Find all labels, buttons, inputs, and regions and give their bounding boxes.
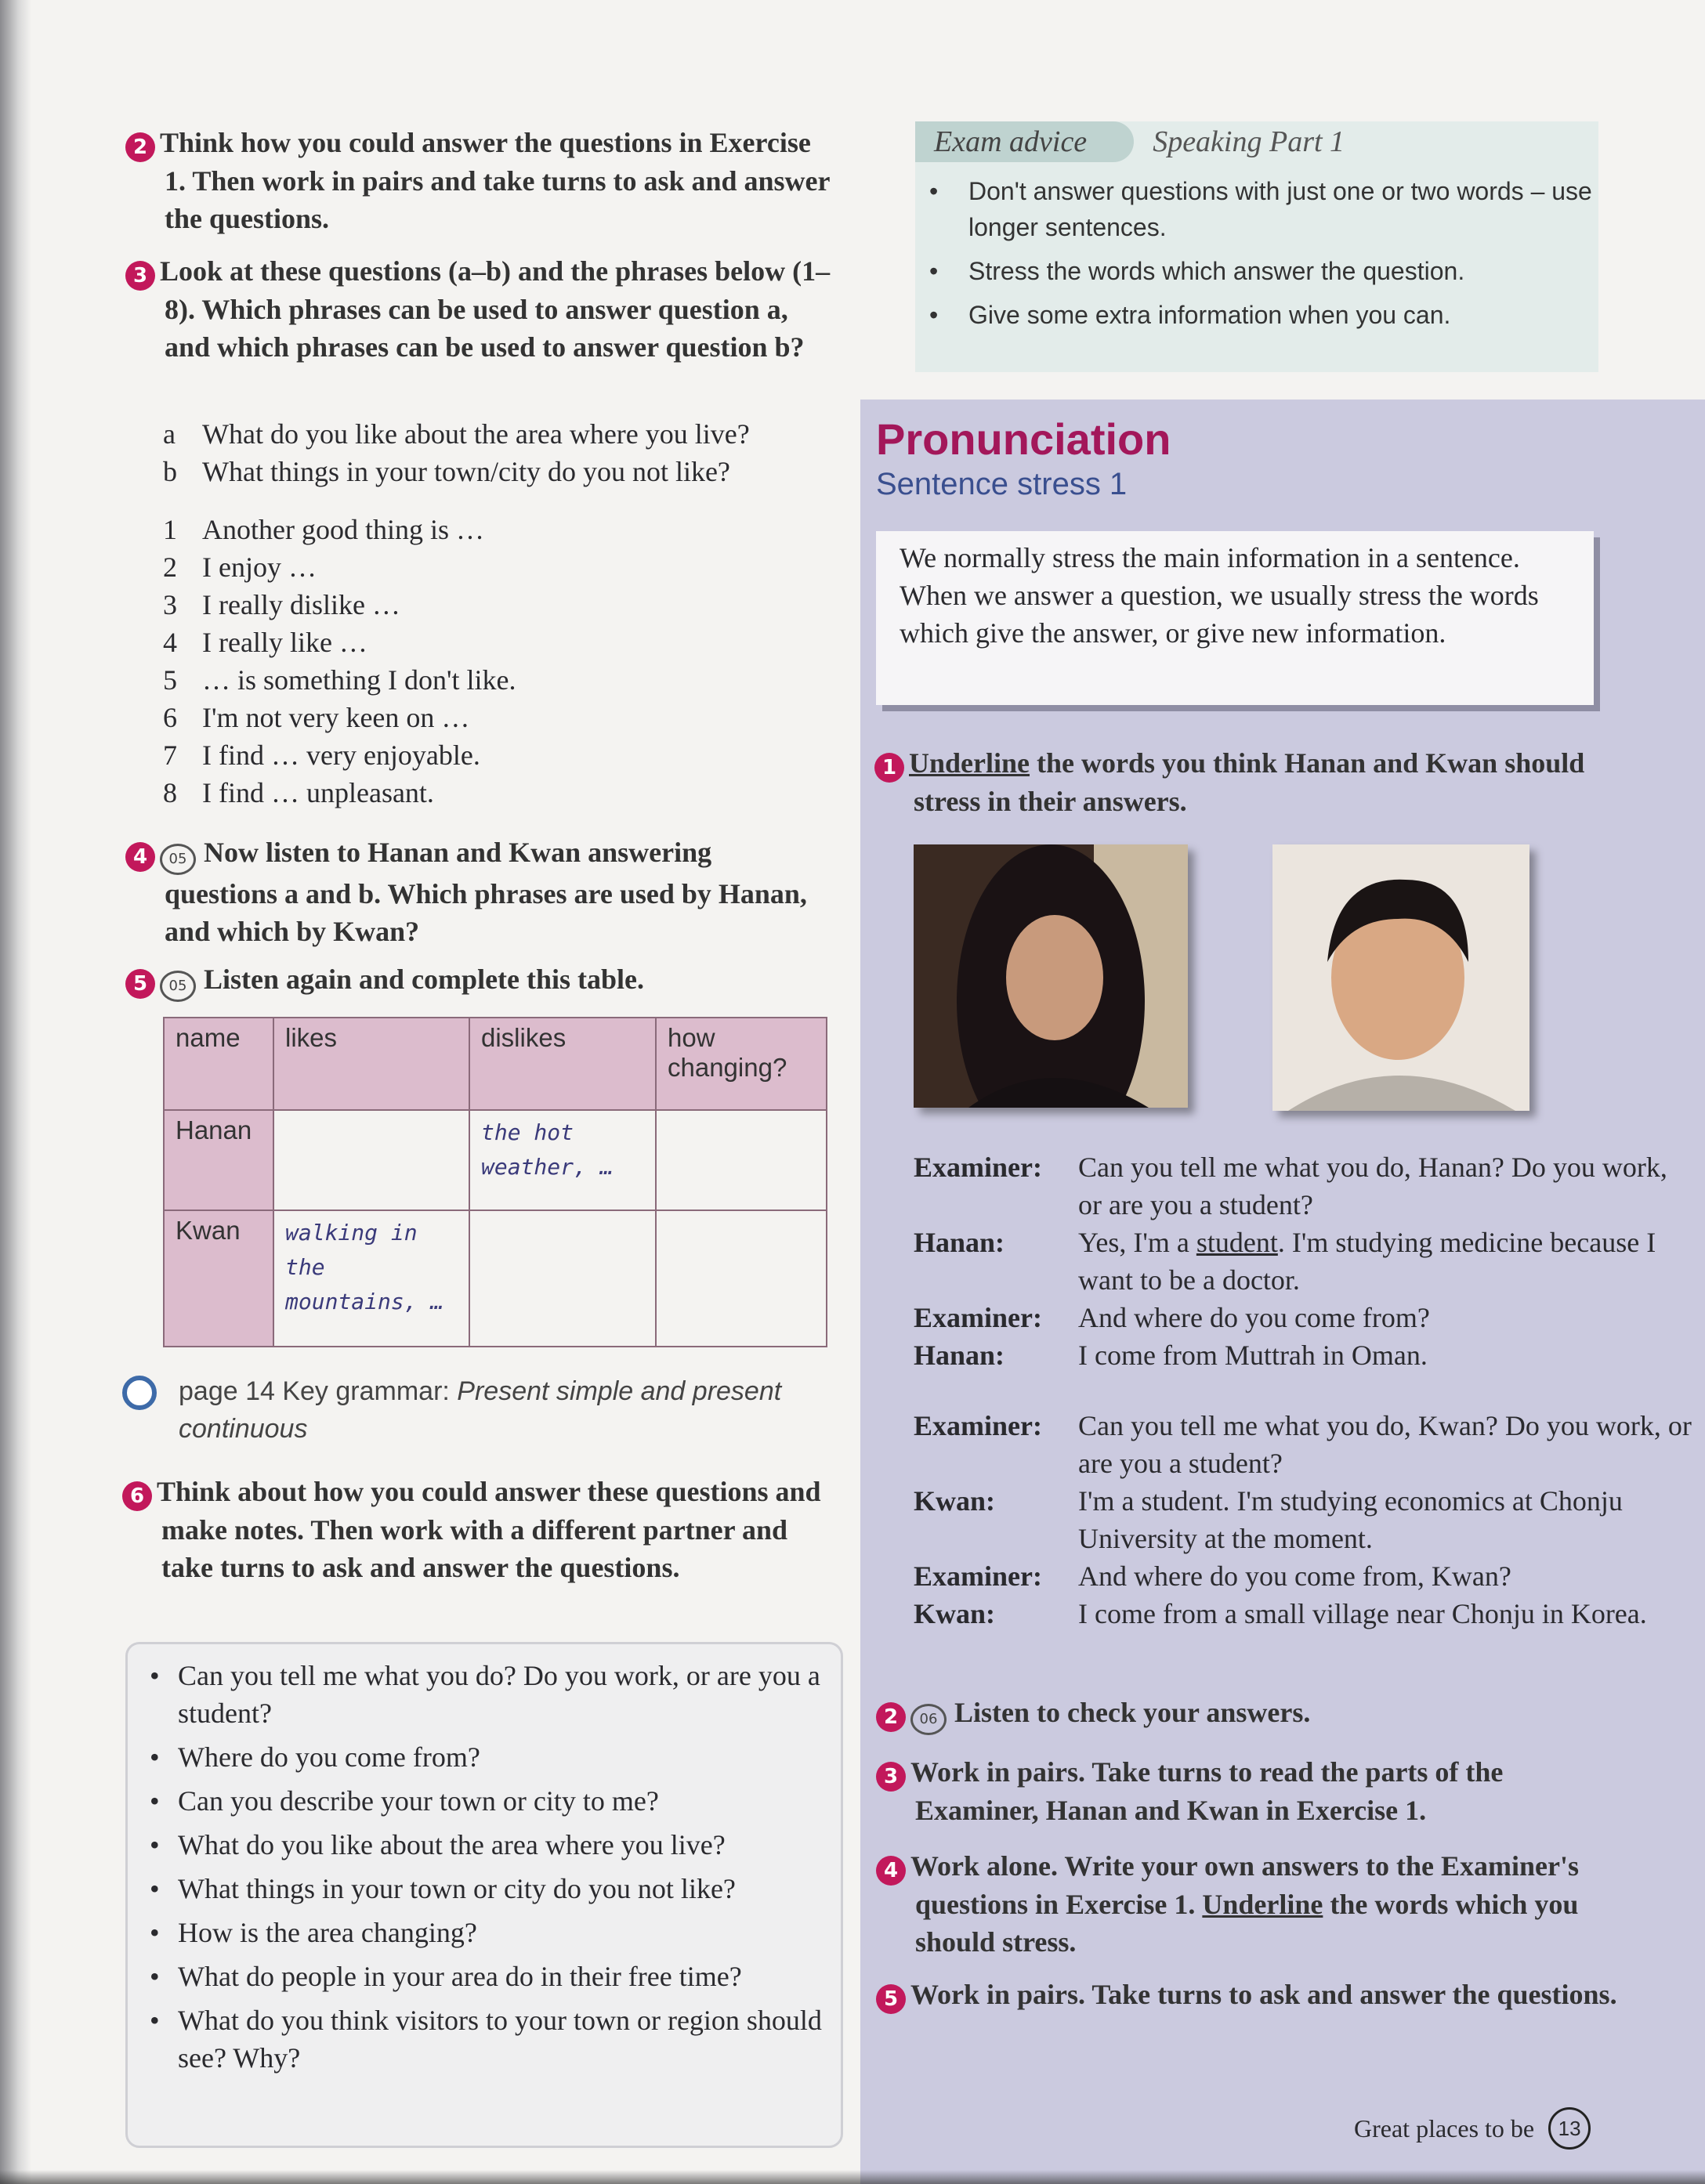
speaker: Kwan: [914,1598,996,1629]
list-item: • Can you tell me what you do? Do you work, or are you a student? [150,1657,825,1732]
exercise-text: the words you think Hanan and Kwan should stress in their answers. [914,747,1585,817]
list-item [163,774,852,812]
table-row [164,1110,827,1210]
speaker: Examiner: [914,1302,1042,1333]
question-text: Where do you come from? [178,1741,480,1773]
exam-advice-box [915,121,1598,372]
exercise-number: 4 [125,842,155,872]
pron-exercise-5 [876,1976,1628,2014]
list-item: • What do you like about the area where you live? [150,1826,825,1864]
exercise-number: 5 [125,969,155,999]
dialogue-line [914,1482,1697,1557]
exercise-number: 3 [876,1762,906,1792]
item-text: What things in your town/city do you not like? [202,456,730,487]
question-text: How is the area changing? [178,1917,477,1948]
table-row [164,1210,827,1347]
play-arrow-icon [122,1376,157,1410]
line-text: Can you tell me what you do, Hanan? Do you work, or are you a student? [1078,1152,1667,1220]
list-item: • What do you think visitors to your town or region should see? Why? [150,2001,825,2077]
hanan-portrait-icon [914,844,1188,1108]
exercise-number: 2 [125,132,155,162]
line-text: I come from a small village near Chonju in Korea. [1078,1598,1647,1629]
list-item [163,699,852,736]
exercise-text: Now listen to Hanan and Kwan answering questions a and b. Which phrases are used by Hanan, and which by Kwan? [165,837,807,947]
item-text: I'm not very keen on … [202,702,470,733]
line-text: And where do you come from, Kwan? [1078,1560,1511,1592]
exercise-number: 3 [125,261,155,291]
dialogue-line [914,1148,1697,1224]
line-text: Yes, I'm a [1078,1227,1196,1258]
exam-advice-title: Speaking Part 1 [1153,125,1345,158]
list-item: • What things in your town or city do you not like? [150,1870,825,1907]
table-cell[interactable]: the hot weather, … [469,1110,656,1210]
table-header: dislikes [469,1018,656,1110]
item-text: What do you like about the area where you live? [202,418,750,450]
exercise-3 [125,252,831,366]
table-header: likes [273,1018,469,1110]
audio-track-icon[interactable]: 05 [160,844,196,875]
question-text: What do you like about the area where you live? [178,1829,726,1860]
dialogue-kwan [914,1407,1697,1633]
speaker: Hanan: [914,1227,1005,1258]
underline-word: Underline [909,747,1030,779]
exercise-4 [125,833,831,950]
exercise-text: Listen to check your answers. [954,1697,1311,1728]
list-item: • Can you describe your town or city to me? [150,1782,825,1820]
page-edge-shadow [0,2170,1705,2184]
likes-table [163,1017,827,1347]
question-list [163,415,852,490]
list-item: • How is the area changing? [150,1914,825,1951]
table-cell[interactable]: walking in the mountains, … [273,1210,469,1347]
advice-item: • Don't answer questions with just one or two words – use longer sentences. [929,173,1598,245]
pron-exercise-4 [876,1847,1628,1961]
line-text: Can you tell me what you do, Kwan? Do you work, or are you a student? [1078,1410,1692,1479]
phrase-list [163,511,852,812]
dialogue-hanan [914,1148,1697,1374]
advice-item: • Give some extra information when you can. [929,297,1598,333]
exercise-text: the words which you should stress. [915,1889,1579,1958]
table-cell[interactable] [469,1210,656,1347]
exercise-number: 5 [876,1984,906,2014]
list-item [163,415,852,453]
audio-track-icon[interactable]: 05 [160,971,196,1002]
photo-kwan [1272,844,1529,1111]
table-cell: Hanan [164,1110,273,1210]
info-box: We normally stress the main information in a sentence. When we answer a question, we usually stress the words which give the answer, or give new information. [876,531,1594,705]
list-item [163,624,852,661]
exercise-text: Work in pairs. Take turns to ask and answer the questions. [910,1979,1617,2010]
audio-track-icon[interactable]: 06 [910,1704,947,1735]
item-key: 6 [163,702,177,733]
exercise-text: Work alone. Write your own answers to the Examiner's questions in Exercise 1. [910,1850,1579,1920]
item-key: 8 [163,777,177,808]
section-subtitle: Sentence stress 1 [876,467,1128,501]
list-item [163,453,852,490]
page-footer [1354,2107,1591,2150]
page-gutter [0,0,31,2184]
list-item [163,661,852,699]
line-text: I come from Muttrah in Oman. [1078,1340,1428,1371]
item-key: 5 [163,664,177,696]
exercise-text: Think how you could answer the questions in Exercise 1. Then work in pairs and take turns to ask and answer the questions. [160,127,830,234]
speaker: Examiner: [914,1410,1042,1441]
advice-text: Don't answer questions with just one or two words – use longer sentences. [968,177,1592,241]
list-item [163,548,852,586]
item-key: 3 [163,589,177,620]
question-text: Can you tell me what you do? Do you work, or are you a student? [178,1660,820,1729]
item-key: 2 [163,551,177,583]
item-key: a [163,418,176,450]
item-text: I really dislike … [202,589,400,620]
exam-advice-tag: Exam advice [915,121,1134,162]
table-cell[interactable] [656,1210,827,1347]
speaker: Hanan: [914,1340,1005,1371]
speaker: Examiner: [914,1560,1042,1592]
exercise-number: 6 [122,1481,152,1511]
speaker: Kwan: [914,1485,996,1517]
exercise-number: 2 [876,1702,906,1732]
list-item: • Where do you come from? [150,1738,825,1776]
pron-exercise-3 [876,1753,1628,1829]
pron-exercise-2 [876,1694,1628,1735]
grammar-ref-text: page 14 Key grammar: [179,1376,450,1406]
pron-exercise-1 [874,744,1627,820]
discussion-questions-box [125,1642,843,2148]
dialogue-line [914,1407,1697,1482]
item-text: Another good thing is … [202,514,484,545]
list-item [163,736,852,774]
item-key: 7 [163,739,177,771]
advice-text: Give some extra information when you can. [968,301,1451,329]
grammar-ref-topic: Present simple and present continuous [179,1376,782,1444]
table-cell: Kwan [164,1210,273,1347]
item-text: I really like … [202,627,367,658]
item-key: 4 [163,627,177,658]
table-header: how changing? [656,1018,827,1110]
advice-text: Stress the words which answer the question. [968,257,1465,285]
underline-word: student [1196,1227,1278,1258]
table-cell[interactable] [656,1110,827,1210]
footer-text: Great places to be [1354,2114,1535,2142]
exercise-text: Think about how you could answer these questions and make notes. Then work with a different partner and take turns to ask and answer the questions. [157,1476,821,1583]
item-key: 1 [163,514,177,545]
exercise-text: Look at these questions (a–b) and the phrases below (1–8). Which phrases can be used to answer question a, and which phrases can be used to answer question b? [160,255,831,363]
advice-item: • Stress the words which answer the question. [929,253,1598,289]
line-text: . I'm studying medicine because I want to be a doctor. [1078,1227,1656,1296]
line-text: And where do you come from? [1078,1302,1430,1333]
table-header: name [164,1018,273,1110]
question-text: What things in your town or city do you not like? [178,1873,736,1904]
dialogue-line [914,1224,1697,1299]
dialogue-line [914,1595,1697,1633]
exercise-5 [125,960,831,1002]
underline-word: Underline [1202,1889,1323,1920]
line-text: I'm a student. I'm studying economics at Chonju University at the moment. [1078,1485,1623,1554]
question-text: Can you describe your town or city to me? [178,1785,659,1817]
exercise-number: 4 [876,1856,906,1886]
item-key: b [163,456,177,487]
speaker: Examiner: [914,1152,1042,1183]
item-text: I find … unpleasant. [202,777,434,808]
photo-hanan [914,844,1188,1108]
question-text: What do people in your area do in their free time? [178,1961,742,1992]
section-title: Pronunciation [876,414,1171,464]
item-text: I find … very enjoyable. [202,739,480,771]
dialogue-line [914,1557,1697,1595]
item-text: I enjoy … [202,551,317,583]
list-item [163,586,852,624]
item-text: … is something I don't like. [202,664,516,696]
dialogue-line [914,1336,1697,1374]
kwan-portrait-icon [1272,844,1529,1111]
page-number: 13 [1548,2107,1591,2150]
exercise-number: 1 [874,753,904,783]
grammar-reference-link[interactable] [122,1372,827,1448]
exercise-text: Work in pairs. Take turns to read the parts of the Examiner, Hanan and Kwan in Exercise 1. [910,1756,1504,1826]
dialogue-line [914,1299,1697,1336]
exercise-6 [122,1473,827,1586]
table-cell[interactable] [273,1110,469,1210]
exercise-2 [125,124,831,237]
question-text: What do you think visitors to your town or region should see? Why? [178,2005,822,2074]
exercise-text: Listen again and complete this table. [204,964,645,995]
list-item [163,511,852,548]
list-item: • What do people in your area do in their free time? [150,1958,825,1995]
